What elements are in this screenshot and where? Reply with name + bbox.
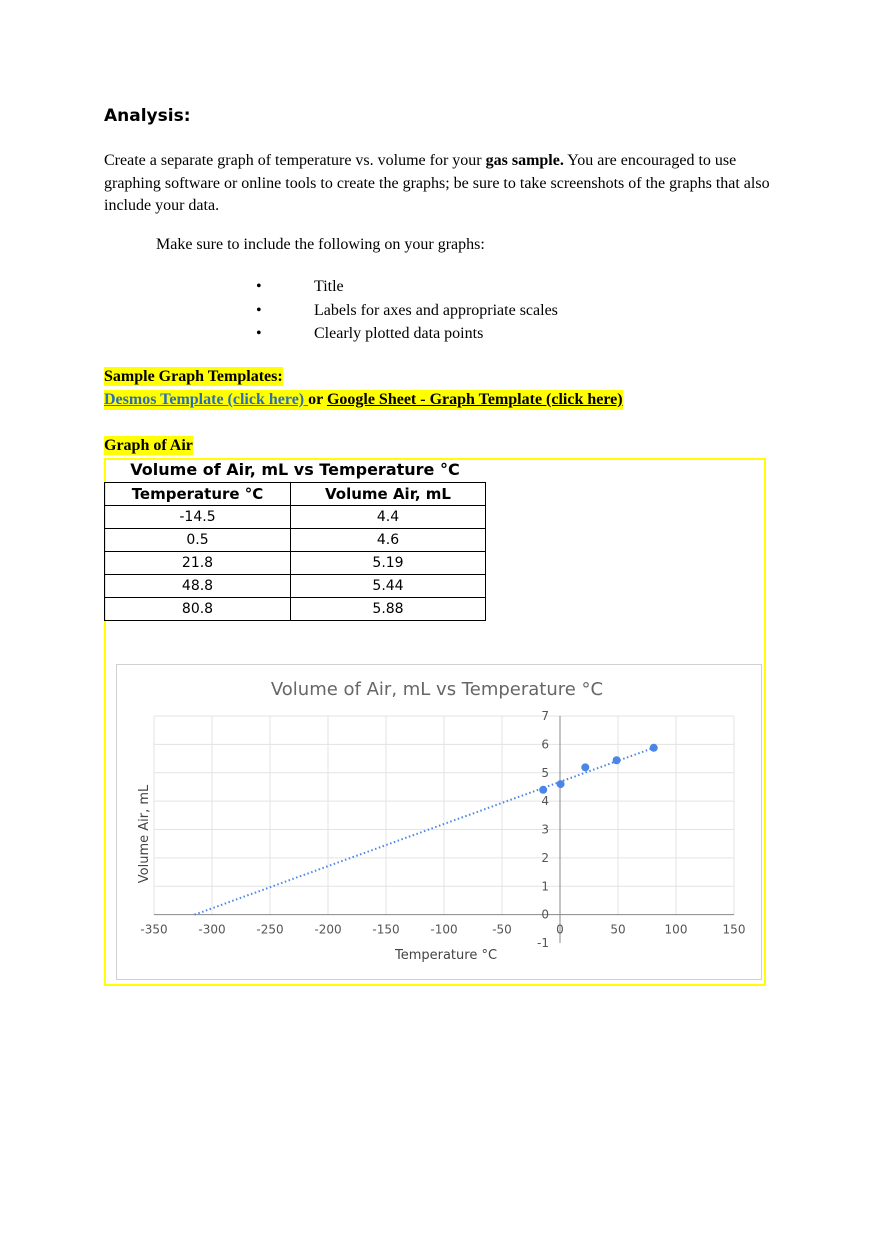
list-item (252, 275, 558, 299)
x-axis-label: Temperature °C (394, 948, 498, 963)
table-cell-volume: 5.88 (291, 598, 486, 621)
y-tick-label: 7 (541, 709, 549, 723)
table-cell-temperature: 21.8 (105, 552, 291, 575)
bullet-icon: • (256, 301, 262, 319)
list-item-text: Clearly plotted data points (314, 325, 484, 342)
bullet-icon: • (256, 278, 262, 295)
chart-title: Volume of Air, mL vs Temperature °C (270, 679, 604, 700)
x-tick-label: -100 (430, 922, 458, 937)
table-cell-temperature: 80.8 (105, 598, 291, 621)
table-cell-volume: 4.4 (291, 506, 486, 529)
y-tick-label: 2 (541, 850, 549, 865)
data-table (104, 458, 486, 621)
list-item (252, 299, 558, 323)
table-cell-temperature: 48.8 (105, 575, 291, 598)
x-tick-label: -200 (314, 922, 342, 937)
table-cell-volume: 5.19 (291, 552, 486, 575)
requirements-list (252, 275, 558, 346)
intro-text-1: Create a separate graph of temperature vs. volume for your (104, 152, 486, 169)
data-point (581, 763, 589, 771)
data-point (613, 756, 621, 764)
x-tick-label: 150 (722, 922, 746, 937)
table-header-temperature: Temperature °C (105, 483, 291, 506)
table-row (105, 575, 486, 598)
desmos-template-link[interactable]: Desmos Template (click here) (104, 391, 309, 408)
section-heading: Analysis: (104, 106, 191, 126)
x-tick-label: -250 (256, 922, 284, 937)
data-point (557, 780, 565, 788)
y-tick-label: 6 (541, 737, 549, 752)
table-title: Volume of Air, mL vs Temperature °C (130, 460, 460, 479)
instructions-text: Make sure to include the following on your graphs: (156, 236, 485, 253)
table-cell-temperature: 0.5 (105, 529, 291, 552)
y-tick-label: 4 (541, 794, 549, 809)
y-axis-label: Volume Air, mL (137, 784, 152, 884)
y-tick-label: 5 (541, 765, 549, 780)
y-tick-label: 1 (541, 879, 549, 894)
intro-bold: gas sample. (485, 152, 564, 169)
x-tick-label: -50 (492, 922, 512, 937)
table-header-row (105, 483, 486, 506)
intro-paragraph (104, 150, 774, 218)
table-cell-volume: 4.6 (291, 529, 486, 552)
intro-text-2: You are encouraged to use graphing software or online tools to create the graphs; be sure to take screenshots of the graphs that also include your data. (104, 152, 770, 214)
x-tick-label: -350 (140, 922, 168, 937)
x-tick-label: 100 (664, 922, 688, 937)
links-separator: or (308, 391, 327, 408)
x-tick-label: 0 (556, 922, 564, 937)
table-cell-volume: 5.44 (291, 575, 486, 598)
table-row (105, 506, 486, 529)
y-tick-label: -1 (537, 936, 549, 950)
data-point (650, 744, 658, 752)
template-links (104, 390, 623, 410)
table-row (105, 529, 486, 552)
templates-label: Sample Graph Templates: (104, 368, 283, 385)
table-row (105, 598, 486, 621)
table-cell-temperature: -14.5 (105, 506, 291, 529)
table-header-volume: Volume Air, mL (291, 483, 486, 506)
x-tick-label: 50 (610, 922, 626, 937)
x-tick-label: -150 (372, 922, 400, 937)
scatter-chart (116, 664, 762, 980)
google-sheet-template-link[interactable]: Google Sheet - Graph Template (click here) (326, 391, 623, 408)
graph-label: Graph of Air (104, 437, 193, 454)
y-tick-label: 0 (541, 907, 549, 922)
list-item-text: Title (314, 278, 344, 295)
bullet-icon: • (256, 325, 262, 342)
list-item (252, 322, 558, 346)
table-row (105, 552, 486, 575)
y-tick-label: 3 (541, 822, 549, 837)
x-tick-label: -300 (198, 922, 226, 937)
data-point (539, 786, 547, 794)
list-item-text: Labels for axes and appropriate scales (314, 301, 558, 319)
